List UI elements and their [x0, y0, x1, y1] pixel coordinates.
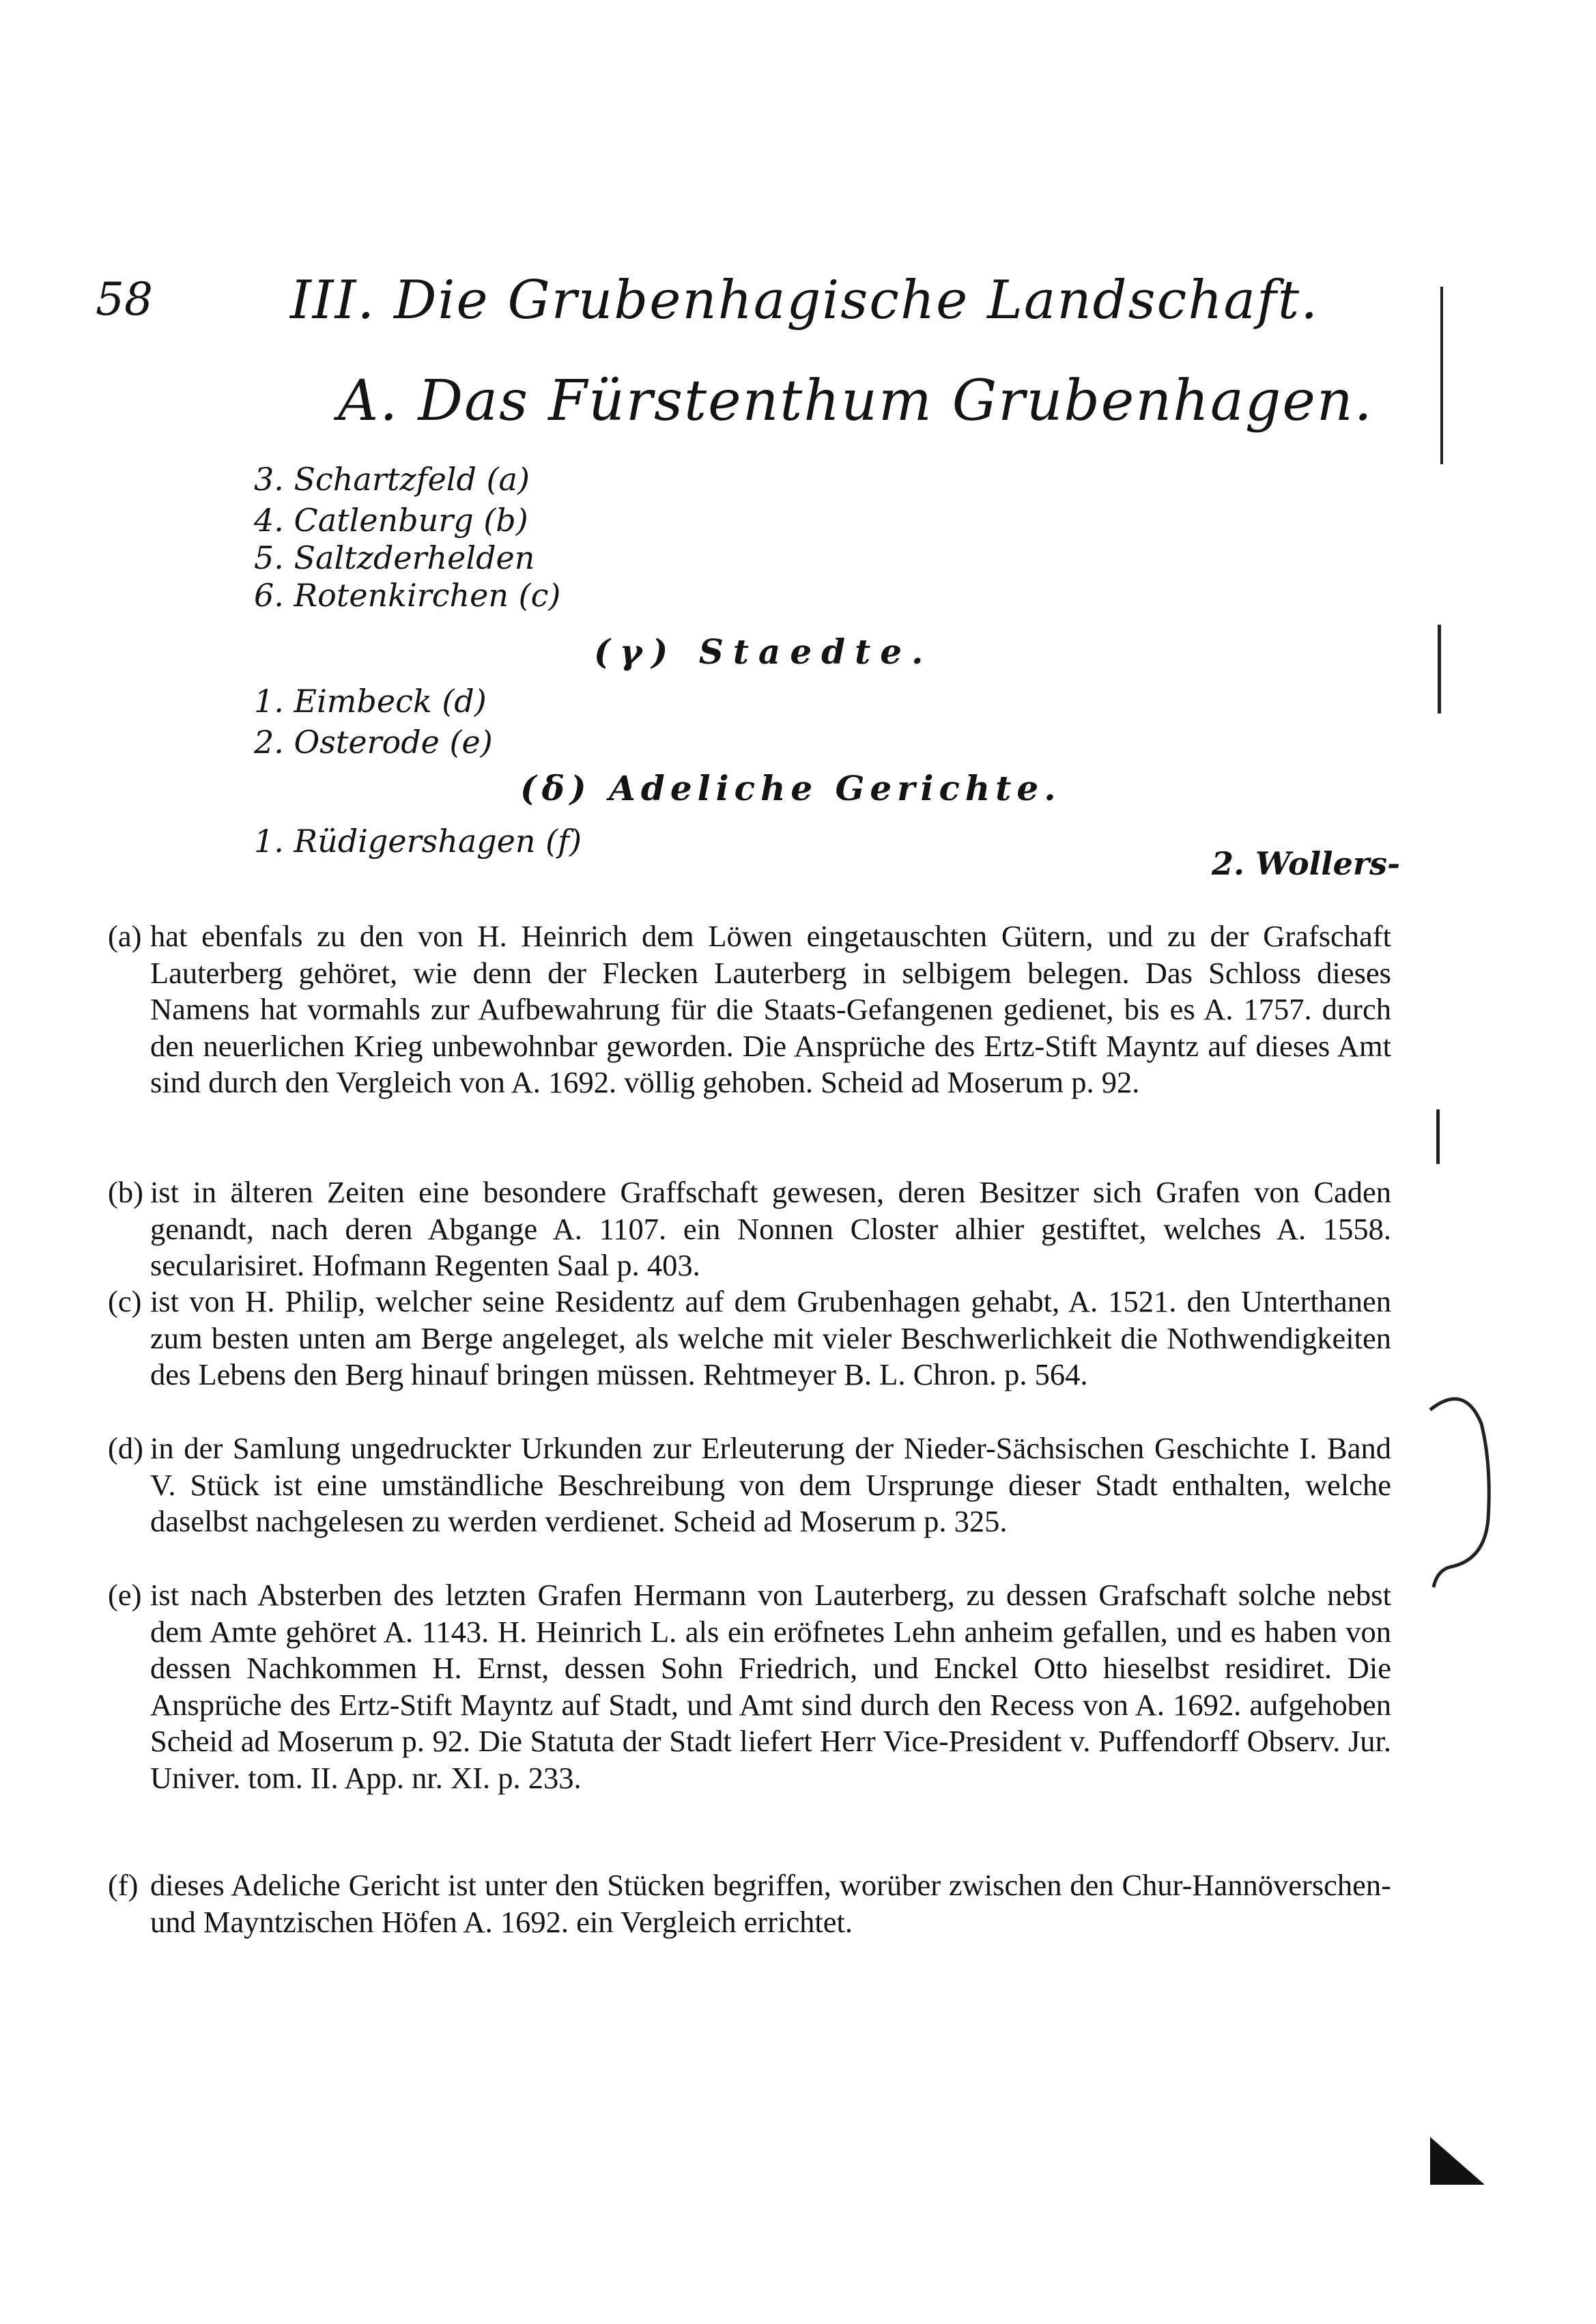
- section-heading-gerichte: (δ) Adeliche Gerichte.: [520, 768, 1061, 808]
- list-item-name: Schartzfeld: [294, 461, 476, 498]
- list-item: [254, 539, 535, 576]
- footnote-text: dieses Adeliche Gericht ist unter den Stücken begriffen, worüber zwischen den Chur-Hannöverschen- und Mayntzischen Höfen A. 1692. ein Vergleich errichtet.: [150, 1868, 1391, 1939]
- list-item: [254, 502, 528, 539]
- margin-rule: [1436, 1109, 1440, 1164]
- footnote-text: ist in älteren Zeiten eine besondere Graffschaft gewesen, deren Besitzer sich Grafen von Caden genandt, nach deren Abgange A. 1107. ein Nonnen Closter alhier gestiftet, welches A. 1558. secularisiret. Hofmann Regenten Saal p. 403.: [150, 1175, 1391, 1282]
- margin-rule: [1440, 287, 1443, 464]
- footnote-ref: (f): [545, 823, 582, 860]
- margin-bracket-icon: [1423, 1383, 1498, 1608]
- footnote-ref: (c): [518, 577, 561, 614]
- list-item-number: 2.: [254, 724, 284, 761]
- chapter-title: A. Das Fürstenthum Grubenhagen.: [338, 369, 1373, 434]
- footnote-text: hat ebenfals zu den von H. Heinrich dem Löwen eingetauschten Gütern, und zu der Grafschaft Lauterberg gehöret, wie denn der Flecken Lauterberg in selbigem belegen. Das Schloss dieses Namens hat vormahls zur Aufbewahrung für die Staats-Gefangenen gedienet, bis es A. 1757. durch den neuerlichen Krieg unbewohnbar geworden. Die Ansprüche des Ertz-Stift Mayntz auf dieses Amt sind durch den Vergleich von A. 1692. völlig gehoben. Scheid ad Moserum p. 92.: [150, 919, 1391, 1099]
- list-item-name: Rotenkirchen: [294, 577, 509, 614]
- footnote-text: ist nach Absterben des letzten Grafen Hermann von Lauterberg, zu dessen Grafschaft solche nebst dem Amte gehöret A. 1143. H. Heinrich L. als ein eröfnetes Lehn anheim gefallen, und es haben von dessen Nachkommen H. Ernst, dessen Sohn Friedrich, und Enckel Otto hieselbst residiret. Die Ansprüche des Ertz-Stift Mayntz auf Stadt, und Amt sind durch den Recess von A. 1692. aufgehoben Scheid ad Moserum p. 92. Die Statuta der Stadt liefert Herr Vice-President v. Puffendorff Observ. Jur. Univer. tom. II. App. nr. XI. p. 233.: [150, 1578, 1391, 1795]
- footnote: [108, 1174, 1391, 1284]
- footnote-label: (a): [108, 919, 142, 953]
- footnote-text: ist von H. Philip, welcher seine Residentz auf dem Grubenhagen gehabt, A. 1521. den Unterthanen zum besten unten am Berge angeleget, als welche mit vieler Beschwerlichkeit die Nothwendigkeiten des Lebens den Berg hinauf bringen müssen. Rehtmeyer B. L. Chron. p. 564.: [150, 1284, 1391, 1391]
- footnote-ref: (a): [486, 461, 530, 498]
- list-item-number: 1.: [254, 683, 284, 720]
- footnote-label: (d): [108, 1431, 143, 1465]
- margin-rule: [1438, 625, 1441, 713]
- list-item-number: 1.: [254, 823, 284, 860]
- list-item-name: Catlenburg: [294, 502, 474, 539]
- list-item: [254, 823, 582, 860]
- list-item-number: 4.: [254, 502, 284, 539]
- corner-triangle-icon: [1427, 2134, 1488, 2188]
- footnote-label: (f): [108, 1868, 139, 1902]
- footnote-label: (b): [108, 1175, 143, 1209]
- footnote-label: (e): [108, 1578, 142, 1612]
- list-item: [254, 461, 530, 498]
- footnote-label: (c): [108, 1284, 142, 1318]
- list-item-name: Eimbeck: [294, 683, 432, 720]
- footnote-ref: (e): [449, 724, 493, 761]
- list-item-name: Rüdigershagen: [294, 823, 536, 860]
- list-item-name: Saltzderhelden: [294, 539, 535, 576]
- list-item-number: 5.: [254, 539, 284, 576]
- running-head: III. Die Grubenhagische Landschaft.: [290, 270, 1320, 331]
- footnote: [108, 1284, 1391, 1393]
- footnote: [108, 1430, 1391, 1540]
- catchword: 2. Wollers-: [1212, 845, 1401, 882]
- footnote-ref: (b): [483, 502, 528, 539]
- list-item: [254, 683, 487, 720]
- list-item: [254, 724, 493, 761]
- footnote-ref: (d): [442, 683, 487, 720]
- footnote: [108, 918, 1391, 1101]
- list-item-number: 6.: [254, 577, 284, 614]
- list-item: [254, 577, 560, 614]
- footnote: [108, 1867, 1391, 1940]
- footnote: [108, 1577, 1391, 1796]
- list-item-name: Osterode: [294, 724, 440, 761]
- section-heading-staedte: (γ) Staedte.: [594, 632, 933, 672]
- footnote-text: in der Samlung ungedruckter Urkunden zur Erleuterung der Nieder-Sächsischen Geschichte I. Band V. Stück ist eine umständliche Beschreibung von dem Ursprunge dieser Stadt enthalten, welche daselbst nachgelesen zu werden verdienet. Scheid ad Moserum p. 325.: [150, 1431, 1391, 1538]
- list-item-number: 3.: [254, 461, 284, 498]
- page-number: 58: [96, 273, 153, 326]
